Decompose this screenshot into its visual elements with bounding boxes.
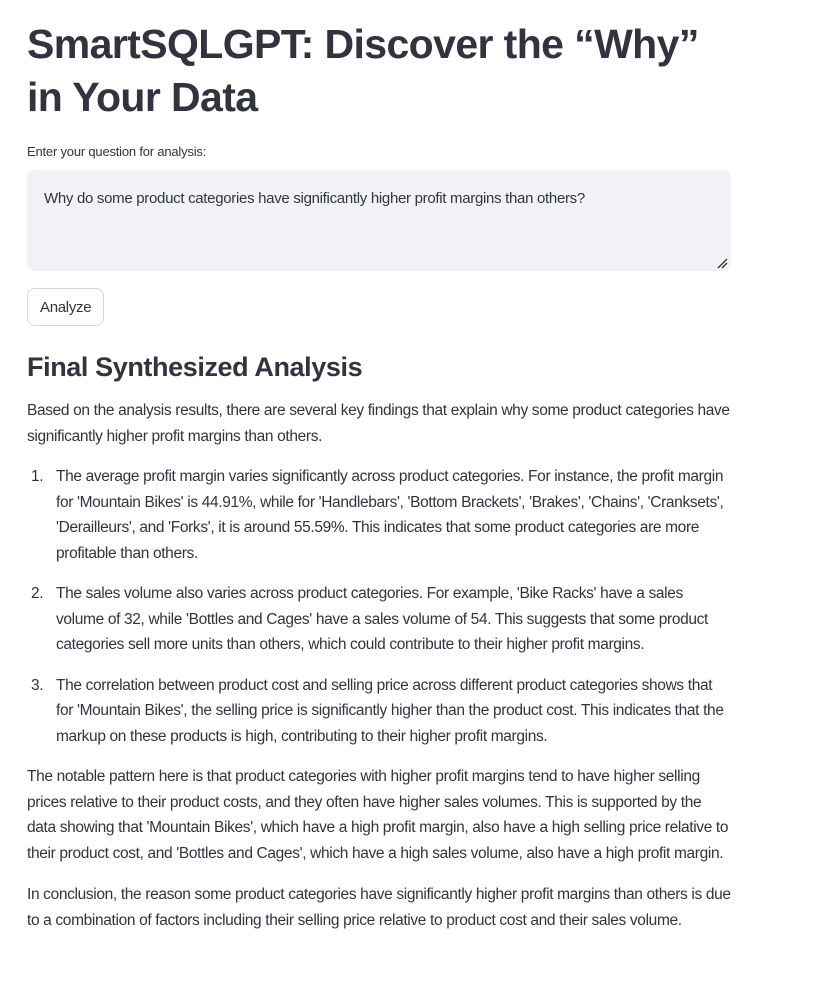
analysis-intro: Based on the analysis results, there are several key findings that explain why some product categories have significantly higher profit margins than others. (27, 402, 730, 445)
analysis-conclusion: In conclusion, the reason some product categories have significantly higher profit margins than others is due to a combination of factors including their selling price relative to product cost and their sales volume. (27, 886, 731, 929)
analysis-title: Final Synthesized Analysis (27, 352, 363, 382)
finding-number: 1. (31, 468, 44, 485)
main-content (27, 0, 731, 933)
finding-number: 2. (31, 585, 44, 602)
finding-text: The average profit margin varies significantly across product categories. For instance, the profit margin for 'Mountain Bikes' is 44.91%, while for 'Handlebars', 'Bottom Brackets', 'Brakes', 'Chains', 'Cranksets', 'Derailleurs', and 'Forks', it is around 55.59%. This indicates that some product categories are more profitable than others. (56, 468, 724, 562)
analyze-button[interactable]: Analyze (27, 288, 104, 326)
finding-item (27, 464, 731, 566)
finding-number: 3. (31, 676, 44, 694)
question-input[interactable] (27, 170, 731, 271)
finding-text: The sales volume also varies across product categories. For example, 'Bike Racks' have a sales volume of 32, while 'Bottles and Cages' have a sales volume of 54. This suggests that some product categories sell more units than others, which could contribute to their higher profit margins. (56, 585, 708, 653)
page-title: SmartSQLGPT: Discover the “Why” in Your Data (27, 21, 699, 120)
finding-item (27, 673, 731, 750)
finding-item (27, 581, 731, 658)
analysis-pattern: The notable pattern here is that product categories with higher profit margins tend to have higher selling prices relative to their product costs, and they often have higher sales volumes. This is supported by the data showing that 'Mountain Bikes', which have a high profit margin, also have a high selling price relative to their product cost, and 'Bottles and Cages', which have a high sales volume, also have a high profit margin. (27, 768, 729, 862)
finding-text: The correlation between product cost and selling price across different product categories shows that for 'Mountain Bikes', the selling price is significantly higher than the product cost. This indicates that the markup on these products is high, contributing to their higher profit margins. (56, 676, 724, 745)
resize-grip-icon[interactable] (716, 257, 728, 269)
question-input-container (27, 170, 731, 271)
question-input-label: Enter your question for analysis: (27, 144, 207, 159)
findings-list (27, 464, 731, 749)
